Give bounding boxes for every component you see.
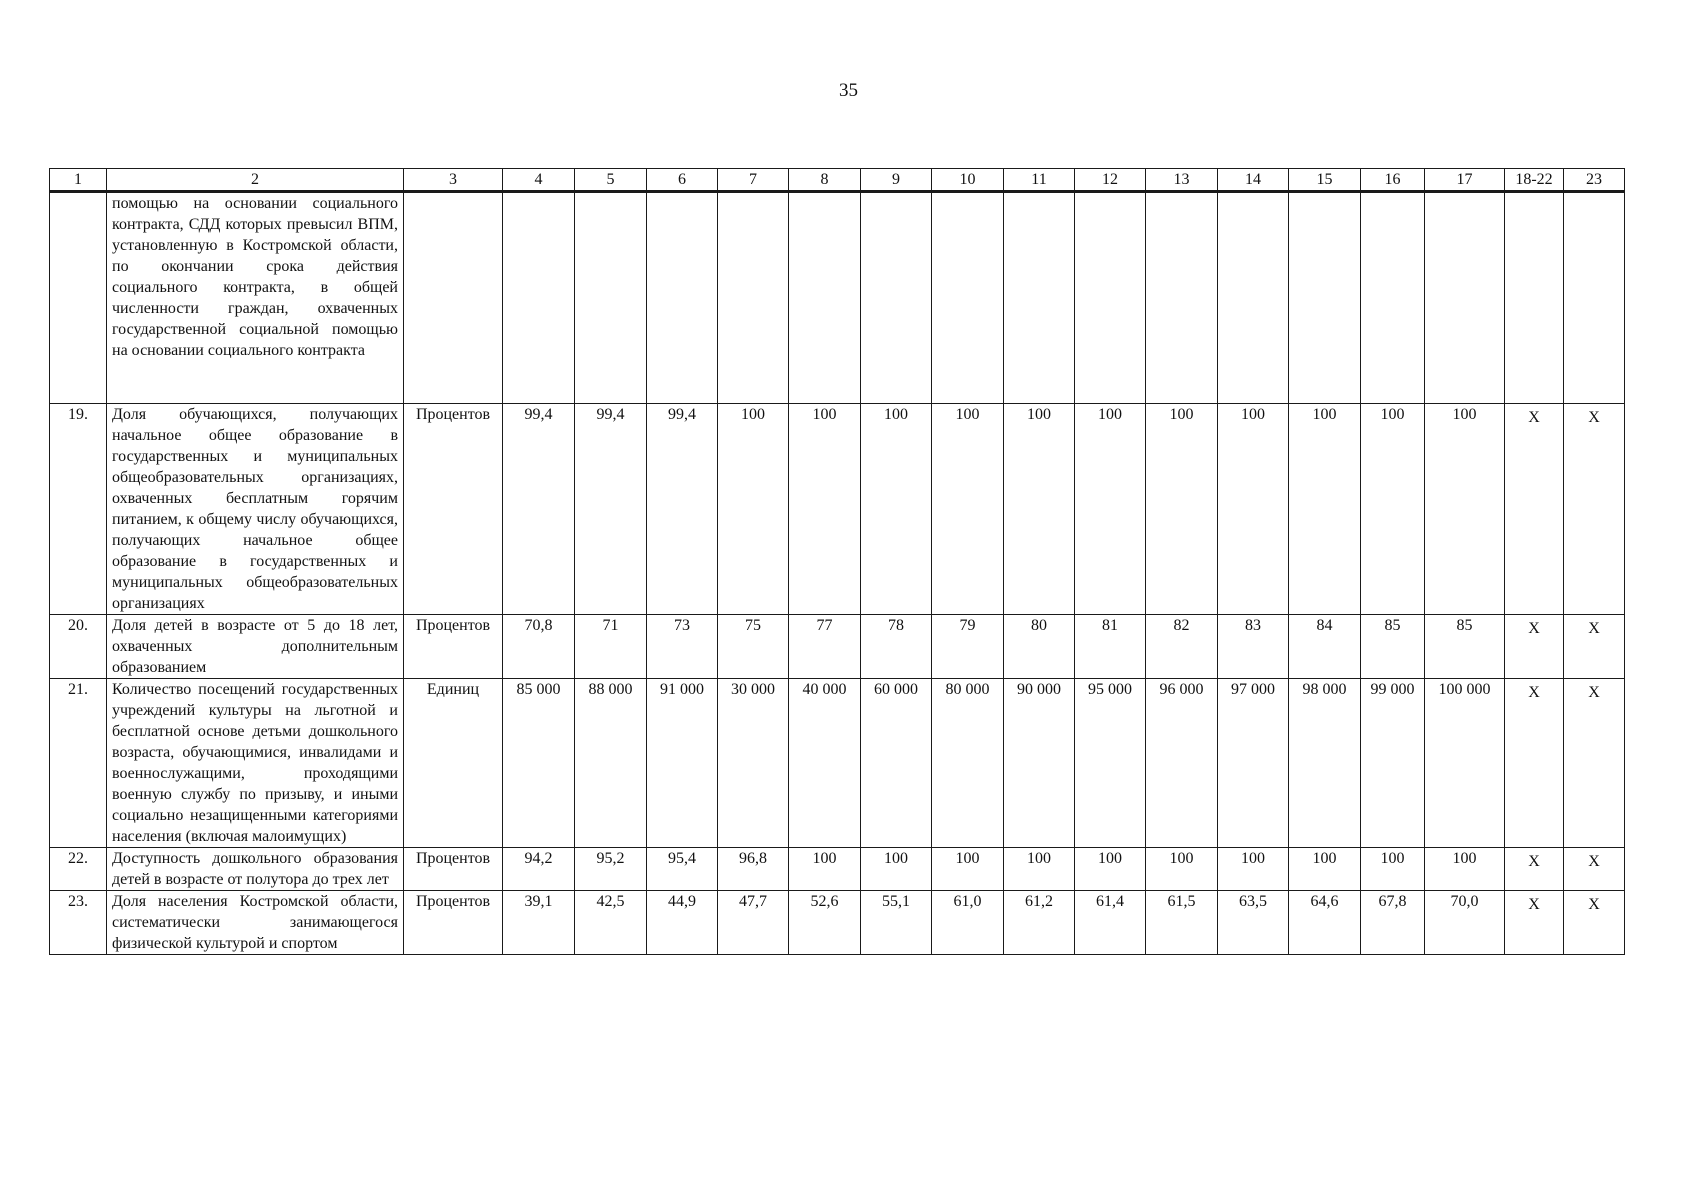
value-cell: 61,2 xyxy=(1004,891,1075,955)
row-number-cell: 19. xyxy=(50,404,107,615)
value-cell: 100 xyxy=(861,404,932,615)
header-cell: 17 xyxy=(1425,169,1505,192)
header-cell: 10 xyxy=(932,169,1004,192)
row-number-cell xyxy=(50,192,107,404)
value-cell: 40 000 xyxy=(789,679,861,848)
value-cell: 85 xyxy=(1361,615,1425,679)
value-cell: 100 xyxy=(1289,404,1361,615)
value-cell: 99,4 xyxy=(503,404,575,615)
x-mark-cell: Х xyxy=(1505,404,1564,615)
x-mark-cell: Х xyxy=(1564,891,1625,955)
value-cell: 100 xyxy=(1361,848,1425,891)
value-cell: 100 xyxy=(789,848,861,891)
value-cell: 61,5 xyxy=(1146,891,1218,955)
indicator-description: Доля населения Костромской области, систематически занимающегося физической культурой и спортом xyxy=(107,891,404,955)
row-number-cell: 22. xyxy=(50,848,107,891)
unit-cell: Единиц xyxy=(404,679,503,848)
value-cell: 81 xyxy=(1075,615,1146,679)
x-mark-cell: Х xyxy=(1564,615,1625,679)
indicator-description: Количество посещений государственных учреждений культуры на льготной и бесплатной основе детьми дошкольного возраста, обучающимися, инвалидами и военнослужащими, проходящими военную службу по призыву, и иными социально незащищенными категориями населения (включая малоимущих) xyxy=(107,679,404,848)
header-cell: 8 xyxy=(789,169,861,192)
value-cell: 100 xyxy=(1425,404,1505,615)
table-row-23 xyxy=(50,891,1625,955)
empty-cell xyxy=(1075,192,1146,404)
value-cell: 94,2 xyxy=(503,848,575,891)
value-cell: 77 xyxy=(789,615,861,679)
value-cell: 100 xyxy=(1075,848,1146,891)
header-cell: 1 xyxy=(50,169,107,192)
value-cell: 30 000 xyxy=(718,679,789,848)
empty-cell xyxy=(861,192,932,404)
value-cell: 44,9 xyxy=(647,891,718,955)
header-cell: 23 xyxy=(1564,169,1625,192)
value-cell: 99,4 xyxy=(647,404,718,615)
value-cell: 52,6 xyxy=(789,891,861,955)
empty-cell xyxy=(718,192,789,404)
value-cell: 71 xyxy=(575,615,647,679)
unit-cell: Процентов xyxy=(404,891,503,955)
indicator-description: Доля обучающихся, получающих начальное общее образование в государственных и муниципальных общеобразовательных организациях, охваченных бесплатным горячим питанием, к общему числу обучающихся, получающих начальное общее образование в государственных и муниципальных общеобразовательных организациях xyxy=(107,404,404,615)
empty-cell xyxy=(789,192,861,404)
value-cell: 73 xyxy=(647,615,718,679)
unit-cell: Процентов xyxy=(404,404,503,615)
header-cell: 12 xyxy=(1075,169,1146,192)
header-cell: 7 xyxy=(718,169,789,192)
value-cell: 67,8 xyxy=(1361,891,1425,955)
header-cell: 3 xyxy=(404,169,503,192)
x-mark-cell: Х xyxy=(1505,615,1564,679)
table-row-20 xyxy=(50,615,1625,679)
value-cell: 96 000 xyxy=(1146,679,1218,848)
empty-cell xyxy=(404,192,503,404)
value-cell: 80 000 xyxy=(932,679,1004,848)
table-row-19 xyxy=(50,404,1625,615)
empty-cell xyxy=(1218,192,1289,404)
value-cell: 100 xyxy=(1361,404,1425,615)
table-row-22 xyxy=(50,848,1625,891)
x-mark-cell: Х xyxy=(1564,848,1625,891)
unit-cell: Процентов xyxy=(404,848,503,891)
value-cell: 97 000 xyxy=(1218,679,1289,848)
table-row-continuation xyxy=(50,192,1625,404)
value-cell: 80 xyxy=(1004,615,1075,679)
value-cell: 98 000 xyxy=(1289,679,1361,848)
value-cell: 85 000 xyxy=(503,679,575,848)
empty-cell xyxy=(575,192,647,404)
value-cell: 79 xyxy=(932,615,1004,679)
table-row-21 xyxy=(50,679,1625,848)
value-cell: 100 000 xyxy=(1425,679,1505,848)
empty-cell xyxy=(647,192,718,404)
row-number-cell: 21. xyxy=(50,679,107,848)
value-cell: 100 xyxy=(1146,404,1218,615)
unit-cell: Процентов xyxy=(404,615,503,679)
value-cell: 100 xyxy=(861,848,932,891)
header-cell: 6 xyxy=(647,169,718,192)
indicator-description: помощью на основании социального контракта, СДД которых превысил ВПМ, установленную в Костромской области, по окончании срока действия социального контракта, в общей численности граждан, охваченных государственной социальной помощью на основании социального контракта xyxy=(107,192,404,404)
value-cell: 55,1 xyxy=(861,891,932,955)
value-cell: 91 000 xyxy=(647,679,718,848)
value-cell: 39,1 xyxy=(503,891,575,955)
value-cell: 100 xyxy=(1146,848,1218,891)
x-mark-cell: Х xyxy=(1505,891,1564,955)
value-cell: 95,4 xyxy=(647,848,718,891)
value-cell: 84 xyxy=(1289,615,1361,679)
value-cell: 88 000 xyxy=(575,679,647,848)
value-cell: 100 xyxy=(1004,404,1075,615)
value-cell: 100 xyxy=(789,404,861,615)
value-cell: 42,5 xyxy=(575,891,647,955)
value-cell: 60 000 xyxy=(861,679,932,848)
header-cell: 18-22 xyxy=(1505,169,1564,192)
empty-cell xyxy=(1146,192,1218,404)
header-cell: 16 xyxy=(1361,169,1425,192)
value-cell: 78 xyxy=(861,615,932,679)
empty-cell xyxy=(1361,192,1425,404)
row-number-cell: 20. xyxy=(50,615,107,679)
value-cell: 100 xyxy=(1425,848,1505,891)
value-cell: 100 xyxy=(1075,404,1146,615)
empty-cell xyxy=(1564,192,1625,404)
header-cell: 15 xyxy=(1289,169,1361,192)
value-cell: 83 xyxy=(1218,615,1289,679)
value-cell: 64,6 xyxy=(1289,891,1361,955)
header-cell: 9 xyxy=(861,169,932,192)
value-cell: 63,5 xyxy=(1218,891,1289,955)
empty-cell xyxy=(1505,192,1564,404)
empty-cell xyxy=(932,192,1004,404)
x-mark-cell: Х xyxy=(1564,404,1625,615)
header-cell: 4 xyxy=(503,169,575,192)
value-cell: 95 000 xyxy=(1075,679,1146,848)
header-cell: 5 xyxy=(575,169,647,192)
page-number: 35 xyxy=(839,80,858,101)
x-mark-cell: Х xyxy=(1564,679,1625,848)
empty-cell xyxy=(1289,192,1361,404)
x-mark-cell: Х xyxy=(1505,679,1564,848)
indicator-description: Доступность дошкольного образования детей в возрасте от полутора до трех лет xyxy=(107,848,404,891)
empty-cell xyxy=(503,192,575,404)
x-mark-cell: Х xyxy=(1505,848,1564,891)
value-cell: 75 xyxy=(718,615,789,679)
value-cell: 100 xyxy=(1218,848,1289,891)
header-cell: 11 xyxy=(1004,169,1075,192)
empty-cell xyxy=(1004,192,1075,404)
value-cell: 96,8 xyxy=(718,848,789,891)
indicators-table xyxy=(49,168,1625,955)
value-cell: 99,4 xyxy=(575,404,647,615)
value-cell: 100 xyxy=(1218,404,1289,615)
header-cell: 14 xyxy=(1218,169,1289,192)
value-cell: 61,4 xyxy=(1075,891,1146,955)
indicator-description: Доля детей в возрасте от 5 до 18 лет, охваченных дополнительным образованием xyxy=(107,615,404,679)
value-cell: 47,7 xyxy=(718,891,789,955)
value-cell: 82 xyxy=(1146,615,1218,679)
header-row xyxy=(50,169,1625,192)
value-cell: 61,0 xyxy=(932,891,1004,955)
header-cell: 2 xyxy=(107,169,404,192)
value-cell: 99 000 xyxy=(1361,679,1425,848)
value-cell: 90 000 xyxy=(1004,679,1075,848)
value-cell: 70,8 xyxy=(503,615,575,679)
value-cell: 95,2 xyxy=(575,848,647,891)
value-cell: 100 xyxy=(932,848,1004,891)
value-cell: 100 xyxy=(1004,848,1075,891)
value-cell: 70,0 xyxy=(1425,891,1505,955)
empty-cell xyxy=(1425,192,1505,404)
value-cell: 85 xyxy=(1425,615,1505,679)
value-cell: 100 xyxy=(932,404,1004,615)
row-number-cell: 23. xyxy=(50,891,107,955)
value-cell: 100 xyxy=(718,404,789,615)
value-cell: 100 xyxy=(1289,848,1361,891)
header-cell: 13 xyxy=(1146,169,1218,192)
